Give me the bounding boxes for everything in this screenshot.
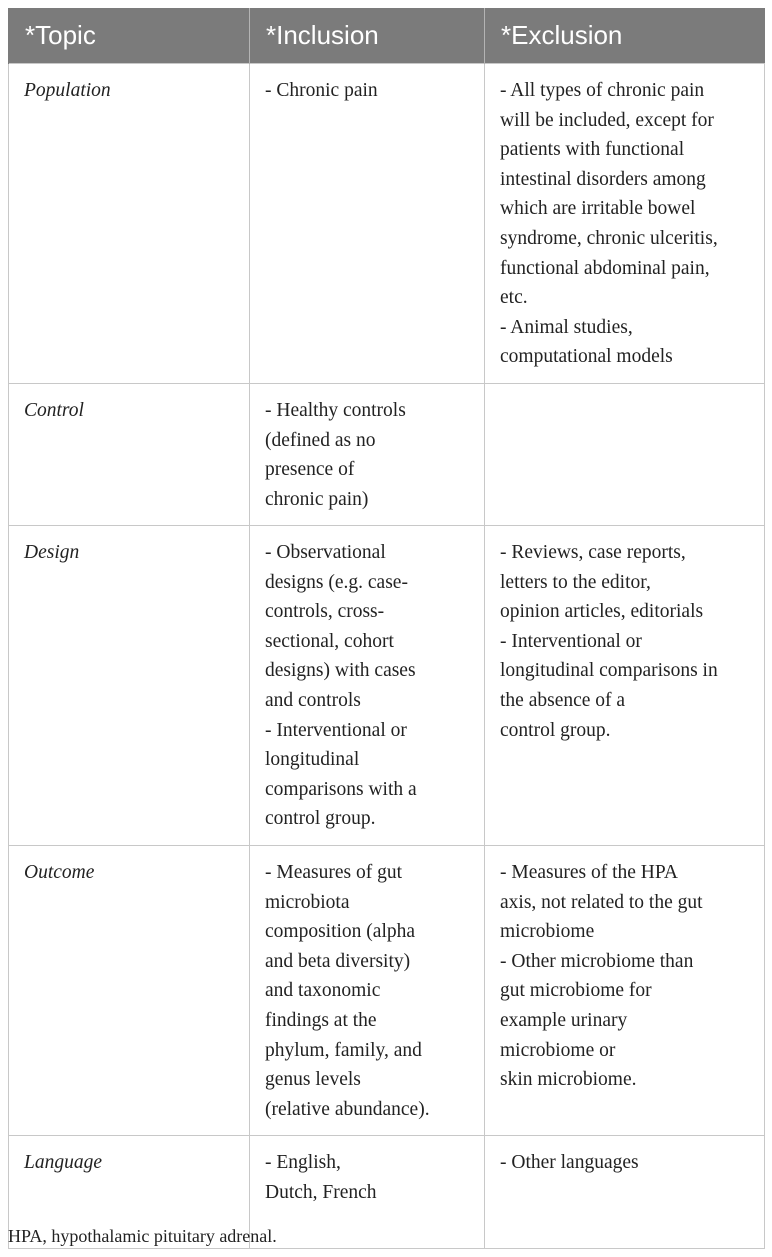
exclusion-cell: - Measures of the HPA axis, not related to the gut microbiome - Other microbiome than gut microbiome for example urinary microbiome or skin microbiome. <box>485 846 765 1136</box>
inclusion-cell: - Observational designs (e.g. case- controls, cross- sectional, cohort designs) with cases and controls - Interventional or longitudinal comparisons with a control group. <box>250 526 485 846</box>
table-footnote: HPA, hypothalamic pituitary adrenal. <box>8 1226 277 1246</box>
exclusion-cell <box>485 384 765 526</box>
header-topic: *Topic <box>9 8 250 64</box>
exclusion-cell: - All types of chronic pain will be included, except for patients with functional intestinal disorders among which are irritable bowel syndrome, chronic ulceritis, functional abdominal pain, etc. - Animal studies, computational models <box>485 64 765 384</box>
header-exclusion: *Exclusion <box>485 8 765 64</box>
table-row-control <box>9 384 765 526</box>
topic-cell: Language <box>9 1136 250 1249</box>
topic-cell: Design <box>9 526 250 846</box>
topic-cell: Population <box>9 64 250 384</box>
topic-cell: Control <box>9 384 250 526</box>
header-row <box>9 8 765 64</box>
inclusion-cell: - Measures of gut microbiota composition (alpha and beta diversity) and taxonomic findings at the phylum, family, and genus levels (relative abundance). <box>250 846 485 1136</box>
inclusion-cell: - English, Dutch, French <box>250 1136 485 1249</box>
header-inclusion: *Inclusion <box>250 8 485 64</box>
exclusion-cell: - Reviews, case reports, letters to the editor, opinion articles, editorials - Interventional or longitudinal comparisons in the absence of a control group. <box>485 526 765 846</box>
inclusion-cell: - Chronic pain <box>250 64 485 384</box>
table-row-design <box>9 526 765 846</box>
table-row-population <box>9 64 765 384</box>
exclusion-cell: - Other languages <box>485 1136 765 1249</box>
inclusion-cell: - Healthy controls (defined as no presence of chronic pain) <box>250 384 485 526</box>
topic-cell: Outcome <box>9 846 250 1136</box>
table-row-outcome <box>9 846 765 1136</box>
criteria-table <box>8 8 765 1249</box>
